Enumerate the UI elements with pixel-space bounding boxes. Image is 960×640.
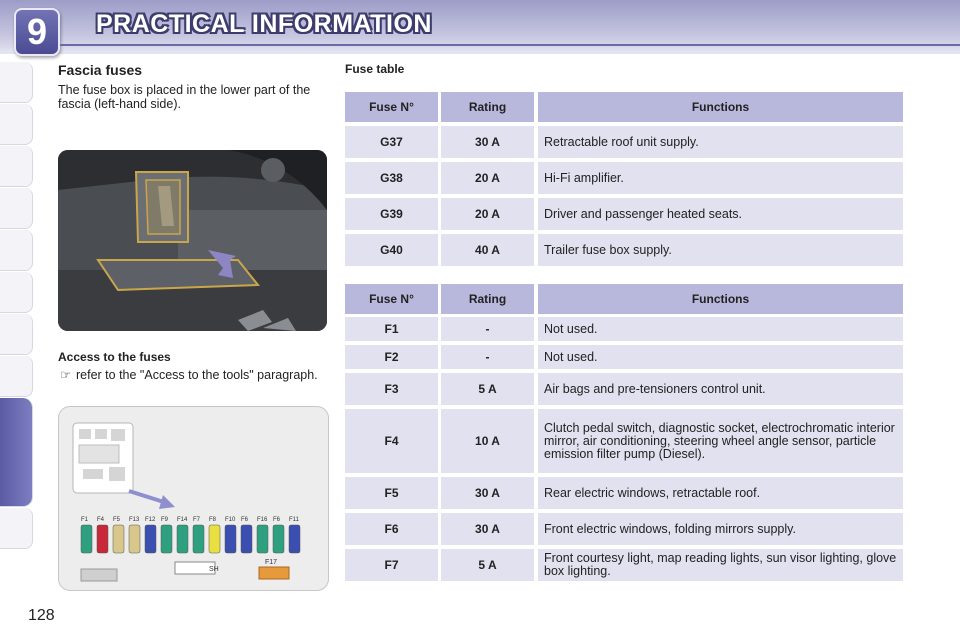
fascia-photo xyxy=(58,150,327,331)
fuse-number-cell: G38 xyxy=(345,162,438,194)
fuse-f17-label: F17 xyxy=(265,559,278,566)
fuse-rating-cell: 10 A xyxy=(441,409,534,473)
header-rating: Rating xyxy=(441,284,534,314)
fuse-label: F12 xyxy=(145,517,156,523)
fuse-rating-cell: - xyxy=(441,345,534,369)
header-fuse-number: Fuse N° xyxy=(345,284,438,314)
fuse-rating-cell: 30 A xyxy=(441,513,534,545)
fuse-slot xyxy=(273,525,284,553)
fuse-slot xyxy=(145,525,156,553)
chapter-tabs xyxy=(0,62,34,577)
header-functions: Functions xyxy=(538,284,903,314)
fuse-label: F16 xyxy=(257,517,268,523)
fuse-box-diagram xyxy=(58,406,329,591)
fuse-function-cell: Clutch pedal switch, diagnostic socket, electrochromatic interior mirror, air conditioning, steering wheel angle sensor, particle emission filter pump (Diesel). xyxy=(538,409,903,473)
chapter-tab-3[interactable] xyxy=(0,146,33,187)
header-rating: Rating xyxy=(441,92,534,122)
page-header xyxy=(0,0,960,54)
fuse-slot xyxy=(257,525,268,553)
page-number: 128 xyxy=(28,607,55,624)
section-title: Fascia fuses xyxy=(58,62,143,78)
fuse-number-cell: F7 xyxy=(345,549,438,581)
intro-text: The fuse box is placed in the lower part of the fascia (left-hand side). xyxy=(58,83,311,111)
fuse-slot xyxy=(81,525,92,553)
fuse-label: F4 xyxy=(97,517,105,523)
access-title: Access to the fuses xyxy=(58,350,171,364)
fuse-label: F6 xyxy=(273,517,281,523)
fuse-diagram-svg xyxy=(59,407,328,590)
fuse-label: F14 xyxy=(177,517,188,523)
chapter-tab-8[interactable] xyxy=(0,356,33,397)
fuse-function-cell: Retractable roof unit supply. xyxy=(538,126,903,158)
fuse-label: F11 xyxy=(289,517,299,523)
hand-pointer-icon: ☞ xyxy=(60,368,72,382)
header-fuse-number: Fuse N° xyxy=(345,92,438,122)
header-functions: Functions xyxy=(538,92,903,122)
fuse-label: F13 xyxy=(129,517,140,523)
fuse-number-cell: G37 xyxy=(345,126,438,158)
fuse-function-cell: Hi-Fi amplifier. xyxy=(538,162,903,194)
fuse-rating-cell: - xyxy=(441,317,534,341)
fuse-slot xyxy=(161,525,172,553)
small-label: SH xyxy=(209,566,219,573)
fuse-number-cell: F3 xyxy=(345,373,438,405)
fuse-slot xyxy=(241,525,252,553)
fuse-number-cell: F1 xyxy=(345,317,438,341)
fuse-number-cell: G39 xyxy=(345,198,438,230)
fuse-number-cell: F5 xyxy=(345,477,438,509)
fuse-slot xyxy=(113,525,124,553)
fuse-rating-cell: 40 A xyxy=(441,234,534,266)
fuse-label: F1 xyxy=(81,517,89,523)
access-instruction-text: refer to the "Access to the tools" paragraph. xyxy=(76,368,318,382)
chapter-tab-10[interactable] xyxy=(0,508,33,549)
chapter-tab-9-active[interactable] xyxy=(0,398,33,507)
fuse-rating-cell: 20 A xyxy=(441,198,534,230)
fuse-number-cell: F2 xyxy=(345,345,438,369)
chapter-badge: 9 xyxy=(14,8,60,56)
small-fuse-slot xyxy=(81,569,117,581)
chapter-tab-2[interactable] xyxy=(0,104,33,145)
fuse-slot xyxy=(177,525,188,553)
fuse-function-cell: Air bags and pre-tensioners control unit. xyxy=(538,373,903,405)
chapter-tab-6[interactable] xyxy=(0,272,33,313)
page-title: PRACTICAL INFORMATION xyxy=(96,10,432,38)
fuse-rating-cell: 5 A xyxy=(441,373,534,405)
fuse-function-cell: Not used. xyxy=(538,345,903,369)
fuse-label: F6 xyxy=(241,517,249,523)
fuse-function-cell: Trailer fuse box supply. xyxy=(538,234,903,266)
fuse-slot xyxy=(225,525,236,553)
fuse-rating-cell: 5 A xyxy=(441,549,534,581)
fuse-label: F7 xyxy=(193,517,201,523)
chapter-tab-1[interactable] xyxy=(0,62,33,103)
fuse-slot xyxy=(289,525,300,553)
fuse-slot xyxy=(129,525,140,553)
fascia-illustration xyxy=(58,150,327,331)
fuse-number-cell: F4 xyxy=(345,409,438,473)
table-title: Fuse table xyxy=(345,62,405,76)
fuse-rating-cell: 30 A xyxy=(441,126,534,158)
fuse-number-cell: G40 xyxy=(345,234,438,266)
fuse-rating-cell: 20 A xyxy=(441,162,534,194)
fuse-label: F5 xyxy=(113,517,121,523)
fuse-label: F8 xyxy=(209,517,217,523)
fuse-slot xyxy=(193,525,204,553)
fuse-number-cell: F6 xyxy=(345,513,438,545)
fuse-function-cell: Front electric windows, folding mirrors supply. xyxy=(538,513,903,545)
fuse-function-cell: Driver and passenger heated seats. xyxy=(538,198,903,230)
chapter-tab-4[interactable] xyxy=(0,188,33,229)
chapter-tab-7[interactable] xyxy=(0,314,33,355)
fuse-function-cell: Rear electric windows, retractable roof. xyxy=(538,477,903,509)
fuse-label: F9 xyxy=(161,517,169,523)
chapter-tab-5[interactable] xyxy=(0,230,33,271)
fuse-rating-cell: 30 A xyxy=(441,477,534,509)
fuse-f17 xyxy=(259,567,289,579)
access-instruction xyxy=(58,368,328,382)
fuse-function-cell: Not used. xyxy=(538,317,903,341)
header-divider xyxy=(60,44,960,46)
fuse-slot xyxy=(209,525,220,553)
fuse-function-cell: Front courtesy light, map reading lights, sun visor lighting, glove box lighting. xyxy=(538,549,903,581)
fuse-slot xyxy=(97,525,108,553)
fuse-label: F10 xyxy=(225,517,236,523)
